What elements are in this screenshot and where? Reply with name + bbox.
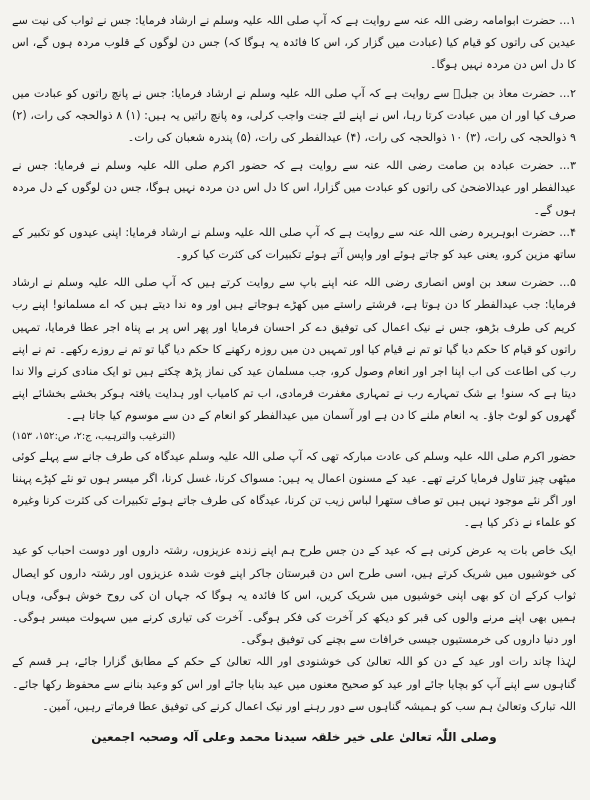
paragraph-graveyard-visit: ایک خاص بات یہ عرض کرنی ہے کہ عید کے دن جس طرح ہم اپنے زندہ عزیزوں، رشتہ داروں اور دوست احباب کو عید کی خوشیوں میں شریک کرتے ہیں، اسی طرح اس دن قبرستان جاکر اپنے فوت شدہ عزیزوں اور رشتہ داروں کو ایصال ثواب کرکے ان کو بھی اپنی خوشیوں میں شریک کریں، اس کا فائدہ یہ ہوگا کہ جہاں ان کی روح خوش ہوگی، وہاں ہمیں بھی اپنے مرنے والوں کی قبر کو دیکھ کر آخرت کی فکر ہوگی۔ آخرت کی تیاری کرنے میں سہولت میسر ہوگی۔ اور دنیا داروں کی خرمستیوں جیسی خرافات سے بچنے کی توفیق ہوگی۔	[12, 544, 576, 647]
closing-salutation: وصلی اللّٰہ تعالیٰ علی خیر خلقہ سیدنا محمد وعلی آلہ وصحبہ اجمعین	[91, 730, 497, 745]
hadith-5: ۵... حضرت سعد بن اوس انصاری رضی اللہ عنہ اپنے باپ سے روایت کرتے ہیں کہ آپ صلی اللہ علیہ وسلم نے ارشاد فرمایا: جب عیدالفطر کا دن ہوتا ہے، فرشتے راستے میں کھڑے ہوجاتے ہیں اور وہ ندا دیتے ہیں کہ اے مسلمانو! اپنے رب کریم کی طرف بڑھو، جس نے نیک اعمال کی توفیق دے کر احسان فرمایا اور پھر اس پر بے پناہ اجر عطا فرمایا، تمہیں راتوں کو قیام کا حکم دیا گیا تو تم نے قیام کیا اور تمہیں دن میں روزہ رکھنے کا حکم دیا گیا تو تم نے روزے رکھے۔ تم نے اپنے رب کی اطاعت کی اب اپنا اجر اور انعام وصول کرو، جب مسلمان عید کی نماز پڑھ چکتے ہیں تو ایک منادی کرنے والا ندا دیتا ہے کہ سنو! بے شک تمہارے رب نے تمہاری مغفرت فرمادی، اب تم کامیاب اور ہدایت یافتہ ہوکر بخشے بخشائے اپنے گھروں کو لوٹ جاؤ۔ یہ انعام ملنے کا دن ہے اور آسمان میں عیدالفطر کو انعام کے دن سے موسوم کیا جاتا ہے۔	[12, 276, 576, 423]
hadith-1: ۱... حضرت ابوامامہ رضی اللہ عنہ سے روایت ہے کہ آپ صلی اللہ علیہ وسلم نے ارشاد فرمایا: جس نے ثواب کی نیت سے عیدین کی راتوں کو قیام کیا (عبادت میں گزار کر، اس کا فائدہ یہ ہوگا کہ) جس دن لوگوں کے قلوب مردہ ہوں گے، اس کا دل اس دن مردہ نہیں ہوگا۔	[12, 14, 576, 72]
source-reference: (الترغیب والترہیب، ج:۲، ص:۱۵۲، ۱۵۳)	[12, 430, 176, 442]
paragraph-conclusion: لہٰذا چاند رات اور عید کے دن کو اللہ تعالیٰ کی خوشنودی اور اللہ تعالیٰ کے حکم کے مطابق گزارا جائے، ہر قسم کے گناہوں سے اپنے آپ کو بچایا جائے اور عید کو صحیح معنوں میں عید بنایا جائے اور اس کو وعید بنانے سے محفوظ رکھا جائے۔ اللہ تبارک وتعالیٰ ہم سب کو ہمیشہ گناہوں سے دور رہنے اور نیک اعمال کرنے کی توفیق عطا فرماتے رہیں، آمین۔	[12, 655, 576, 713]
hadith-2: ۲... حضرت معاذ بن جبلؓ سے روایت ہے کہ آپ صلی اللہ علیہ وسلم نے ارشاد فرمایا: جس نے پانچ راتوں کو عبادت میں صرف کیا اور ان میں عبادت کرتا رہا، اس نے اپنے لئے جنت واجب کرلی، وہ پانچ راتیں یہ ہیں: (۱) ۸ ذوالحجہ کی رات، (۲) ۹ ذوالحجہ کی رات، (۳) ۱۰ ذوالحجہ کی رات، (۴) عیدالفطر کی رات، (۵) پندرہ شعبان کی رات۔	[12, 86, 577, 145]
hadith-4: ۴... حضرت ابوہریرہ رضی اللہ عنہ سے روایت ہے کہ آپ صلی اللہ علیہ وسلم نے ارشاد فرمایا: اپنی عیدوں کو تکبیر کے ساتھ مزین کرو، یعنی عید کو جاتے ہوئے اور واپس آتے ہوئے تکبیرات کی کثرت کیا کرو۔	[12, 225, 576, 262]
paragraph-sunnah-acts: حضور اکرم صلی اللہ علیہ وسلم کی عادت مبارکہ تھی کہ آپ صلی اللہ علیہ وسلم عیدگاہ کی طرف جانے سے پہلے کوئی میٹھی چیز تناول فرمایا کرتے تھے۔ عید کے مسنون اعمال یہ ہیں: مسواک کرنا، غسل کرنا، اگر میسر ہوں تو نئے کپڑے پہننا اور اگر نئے موجود نہیں ہیں تو صاف ستھرا لباس زیب تن کرنا، عیدگاہ کی طرف جاتے ہوئے تکبیرات کی کثرت کرنا وغیرہ کو علماء نے ذکر کیا ہے۔	[11, 449, 576, 530]
hadith-3: ۳... حضرت عبادہ بن صامت رضی اللہ عنہ سے روایت ہے کہ حضور اکرم صلی اللہ علیہ وسلم نے فرمایا: جس نے عیدالفطر اور عیدالاضحیٰ کی راتوں کو عبادت میں گزارا، اس کا دل اس دن مردہ نہیں ہوگا، جس دن لوگوں کے دل مردہ ہوں گے۔	[12, 159, 576, 217]
